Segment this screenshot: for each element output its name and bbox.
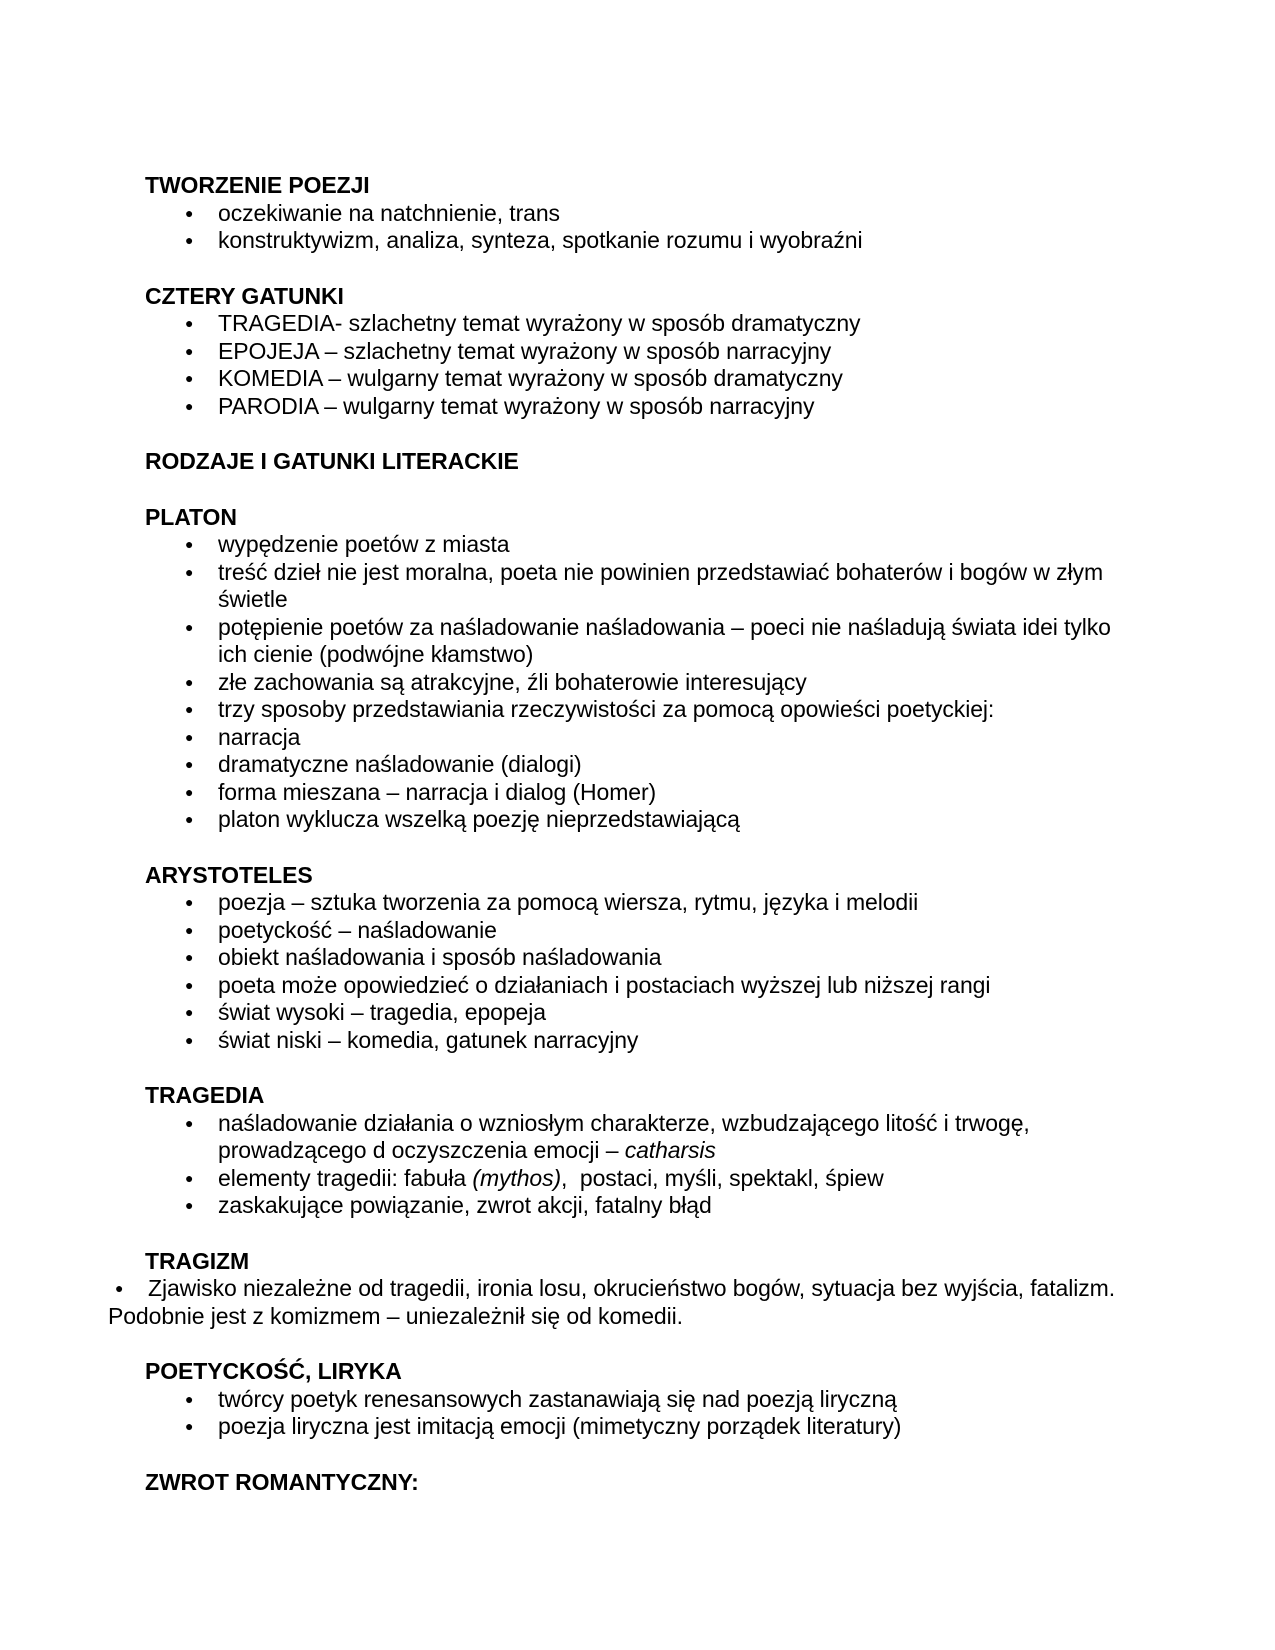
list-item: [145, 1027, 1195, 1055]
list-item-text: poetyckość – naśladowanie: [218, 916, 497, 943]
list-item: [145, 751, 1195, 779]
bullet-icon: ●: [185, 1004, 194, 1020]
bullet-icon: ●: [185, 315, 194, 331]
text-run: elementy tragedii: fabuła: [218, 1164, 473, 1191]
list-item-text: [218, 614, 1195, 669]
italic-term-catharsis: catharsis: [624, 1137, 716, 1163]
section-platon: [145, 504, 1195, 834]
list-item: [145, 1110, 1195, 1165]
list-item: [145, 1165, 1195, 1193]
section-heading: TRAGIZM: [145, 1247, 250, 1274]
section-tragizm: [108, 1248, 1195, 1331]
bullet-icon: ●: [185, 949, 194, 965]
list-item-text: obiekt naśladowania i sposób naśladowania: [218, 944, 662, 970]
list-item: [145, 806, 1195, 834]
bullet-icon: ●: [185, 783, 194, 800]
bullet-icon: ●: [185, 673, 194, 690]
section-heading: POETYCKOŚĆ, LIRYKA: [145, 1358, 402, 1384]
list-item-text: poezja liryczna jest imitacją emocji (mimetyczny porządek literatury): [218, 1413, 902, 1439]
list-item-text: PARODIA – wulgarny temat wyrażony w sposób narracyjny: [218, 392, 815, 419]
list-item: [145, 365, 1195, 393]
list-item-text: dramatyczne naśladowanie (dialogi): [218, 751, 582, 777]
section-heading: TWORZENIE POEZJI: [145, 172, 370, 198]
italic-term-mythos: (mythos): [472, 1164, 562, 1191]
list-item-text: poezja – sztuka tworzenia za pomocą wiersza, rytmu, języka i melodii: [218, 889, 919, 915]
bullet-icon: ●: [185, 1418, 194, 1434]
bullet-list: [145, 1110, 1195, 1220]
list-item-text: oczekiwanie na natchnienie, trans: [218, 199, 560, 226]
list-item-text: [218, 1110, 1195, 1165]
text-line: treść dzieł nie jest moralna, poeta nie powinien przedstawiać bohaterów i bogów w złym: [218, 558, 1104, 585]
text-run: prowadzącego d oczyszczenia emocji –: [218, 1137, 625, 1163]
bullet-icon: ●: [185, 563, 194, 580]
list-item-text: TRAGEDIA- szlachetny temat wyrażony w sposób dramatyczny: [218, 310, 861, 336]
list-item: [145, 531, 1195, 559]
list-item-text: trzy sposoby przedstawiania rzeczywistości za pomocą opowieści poetyckiej:: [218, 696, 995, 722]
list-item: [145, 999, 1195, 1027]
section-heading: CZTERY GATUNKI: [145, 282, 344, 309]
list-item: [145, 393, 1195, 421]
section-zwrot-romantyczny: [145, 1469, 1195, 1497]
list-item-text: świat wysoki – tragedia, epopeja: [218, 999, 546, 1025]
text-line: świetle: [218, 586, 288, 612]
list-item: [145, 972, 1195, 1000]
paragraph-text: Zjawisko niezależne od tragedii, ironia losu, okrucieństwo bogów, sytuacja bez wyjścia, fatalizm.: [148, 1275, 1115, 1301]
section-heading: ARYSTOTELES: [145, 861, 313, 888]
list-item-text: platon wyklucza wszelką poezję nieprzedstawiającą: [218, 806, 740, 832]
list-item-text: poeta może opowiedzieć o działaniach i postaciach wyższej lub niższej rangi: [218, 971, 991, 998]
bullet-icon: ●: [185, 756, 194, 772]
list-item: [145, 559, 1195, 614]
list-item-text: złe zachowania są atrakcyjne, źli bohaterowie interesujący: [218, 668, 807, 695]
list-item-text: narracja: [218, 723, 301, 750]
bullet-icon: ●: [185, 1390, 194, 1407]
list-item-text: KOMEDIA – wulgarny temat wyrażony w sposób dramatyczny: [218, 365, 843, 391]
bullet-icon: ●: [185, 1031, 194, 1048]
paragraph-text: Podobnie jest z komizmem – uniezależnił się od komedii.: [108, 1302, 683, 1329]
bullet-icon: ●: [185, 976, 194, 993]
list-item: [145, 338, 1195, 366]
bullet-icon: ●: [185, 728, 194, 745]
list-item-text: konstruktywizm, analiza, synteza, spotkanie rozumu i wyobraźni: [218, 227, 863, 253]
list-item-text: zaskakujące powiązanie, zwrot akcji, fatalny błąd: [218, 1192, 712, 1218]
bullet-list: [145, 531, 1195, 834]
list-item-text: forma mieszana – narracja i dialog (Homer): [218, 778, 657, 805]
bullet-icon: ●: [185, 618, 194, 635]
list-item: [145, 1386, 1195, 1414]
tragizm-bullet-line: [108, 1275, 1195, 1303]
bullet-icon: ●: [185, 204, 194, 221]
list-item: [145, 200, 1195, 228]
text-run: , postaci, myśli, spektakl, śpiew: [561, 1164, 884, 1191]
bullet-icon: ●: [115, 1280, 124, 1296]
bullet-icon: ●: [185, 1169, 194, 1186]
list-item: [145, 696, 1195, 724]
list-item-text: twórcy poetyk renesansowych zastanawiają się nad poezją liryczną: [218, 1385, 897, 1412]
list-item: [145, 614, 1195, 669]
list-item: [145, 1192, 1195, 1220]
section-arystoteles: [145, 862, 1195, 1055]
tragizm-continuation-line: [108, 1303, 1195, 1331]
bullet-icon: ●: [185, 370, 194, 386]
bullet-icon: ●: [185, 1197, 194, 1213]
section-heading: TRAGEDIA: [145, 1082, 265, 1108]
list-item: [145, 779, 1195, 807]
list-item: [145, 669, 1195, 697]
section-heading: RODZAJE I GATUNKI LITERACKIE: [145, 448, 519, 474]
section-heading: PLATON: [145, 503, 237, 530]
bullet-icon: ●: [185, 397, 194, 414]
text-line: naśladowanie działania o wzniosłym charakterze, wzbudzającego litość i trwogę,: [218, 1109, 1030, 1136]
bullet-list: [145, 1386, 1195, 1441]
list-item: [145, 944, 1195, 972]
bullet-icon: ●: [185, 921, 194, 938]
section-tragedia: [145, 1082, 1195, 1220]
list-item: [145, 724, 1195, 752]
bullet-icon: ●: [185, 232, 194, 248]
list-item-text: wypędzenie poetów z miasta: [218, 531, 510, 557]
text-line: [218, 1137, 1195, 1165]
list-item: [145, 917, 1195, 945]
list-item-text: [218, 1165, 884, 1191]
bullet-list: [145, 889, 1195, 1054]
bullet-icon: ●: [185, 701, 194, 717]
bullet-icon: ●: [185, 536, 194, 552]
text-line: ich cienie (podwójne kłamstwo): [218, 641, 534, 667]
list-item-text: [218, 559, 1195, 614]
section-heading: ZWROT ROMANTYCZNY:: [145, 1468, 419, 1495]
bullet-list: [145, 310, 1195, 420]
section-tworzenie-poezji: [145, 172, 1195, 255]
list-item-text: świat niski – komedia, gatunek narracyjny: [218, 1026, 639, 1053]
bullet-icon: ●: [185, 894, 194, 910]
bullet-icon: ●: [185, 342, 194, 359]
bullet-list: [145, 200, 1195, 255]
list-item: [145, 310, 1195, 338]
section-cztery-gatunki: [145, 283, 1195, 421]
text-line: potępienie poetów za naśladowanie naśladowania – poeci nie naśladują świata idei tylko: [218, 613, 1111, 640]
bullet-icon: ●: [185, 811, 194, 827]
list-item: [145, 1413, 1195, 1441]
section-poetyckosc-liryka: [145, 1358, 1195, 1441]
section-rodzaje-i-gatunki: [145, 448, 1195, 476]
bullet-icon: ●: [185, 1114, 194, 1131]
list-item: [145, 227, 1195, 255]
list-item: [145, 889, 1195, 917]
list-item-text: EPOJEJA – szlachetny temat wyrażony w sposób narracyjny: [218, 337, 832, 364]
